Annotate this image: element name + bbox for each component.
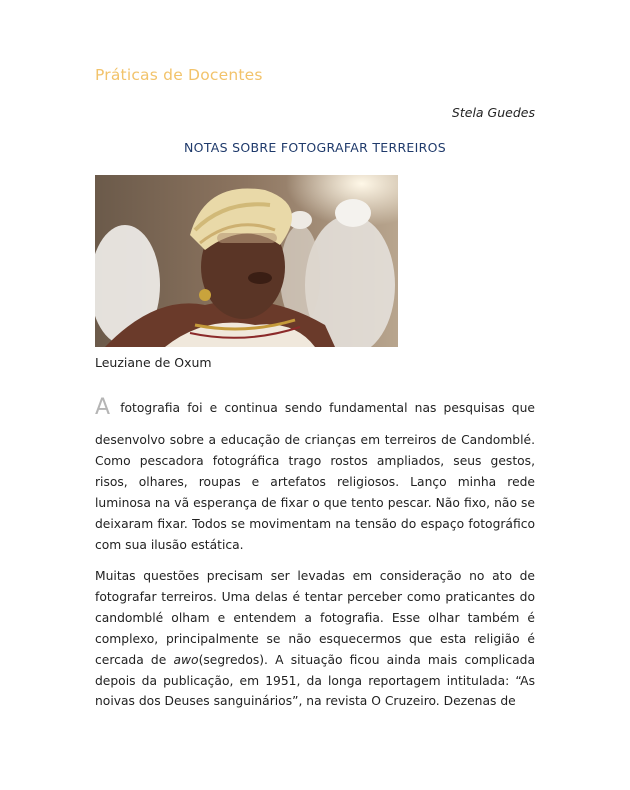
first-line <box>95 395 535 421</box>
first-line-text: fotografia foi e continua sendo fundamental nas pesquisas que <box>120 401 535 415</box>
photo-caption: Leuziane de Oxum <box>95 355 212 370</box>
article-title: NOTAS SOBRE FOTOGRAFAR TERREIROS <box>184 140 446 155</box>
section-title: Práticas de Docentes <box>95 66 263 84</box>
paragraph-2-part-2: (segredos). A situação ficou ainda mais complicada depois da publicação, em 1951, da longa reportagem intitulada: “As noivas dos Deuses sanguinários”, na revista O Cruzeiro. Dezenas de <box>95 652 535 709</box>
author-name: Stela Guedes <box>451 105 535 120</box>
paragraph-2-part-1: Muitas questões precisam ser levadas em consideração no ato de fotografar terreiros. Uma delas é tentar perceber como praticantes do candomblé olham e entendem a fotografia. Esse olhar também é complexo, principalmente se não esquecermos que esta religião é cercada de <box>95 569 535 667</box>
article-photo <box>95 175 398 347</box>
paragraph-2-italic: awo <box>173 652 199 667</box>
drop-cap: A <box>95 395 111 420</box>
paragraph-2 <box>95 566 535 712</box>
paragraph-1: desenvolvo sobre a educação de crianças em terreiros de Candomblé. Como pescadora fotográfica trago rostos ampliados, seus gestos, risos, olhares, roupas e artefatos religiosos. Lanço minha rede luminosa na vã esperança de fixar o que tento pescar. Não fixo, não se deixaram fixar. Todos se movimentam na tensão do espaço fotográfico com sua ilusão estática. <box>95 433 535 552</box>
